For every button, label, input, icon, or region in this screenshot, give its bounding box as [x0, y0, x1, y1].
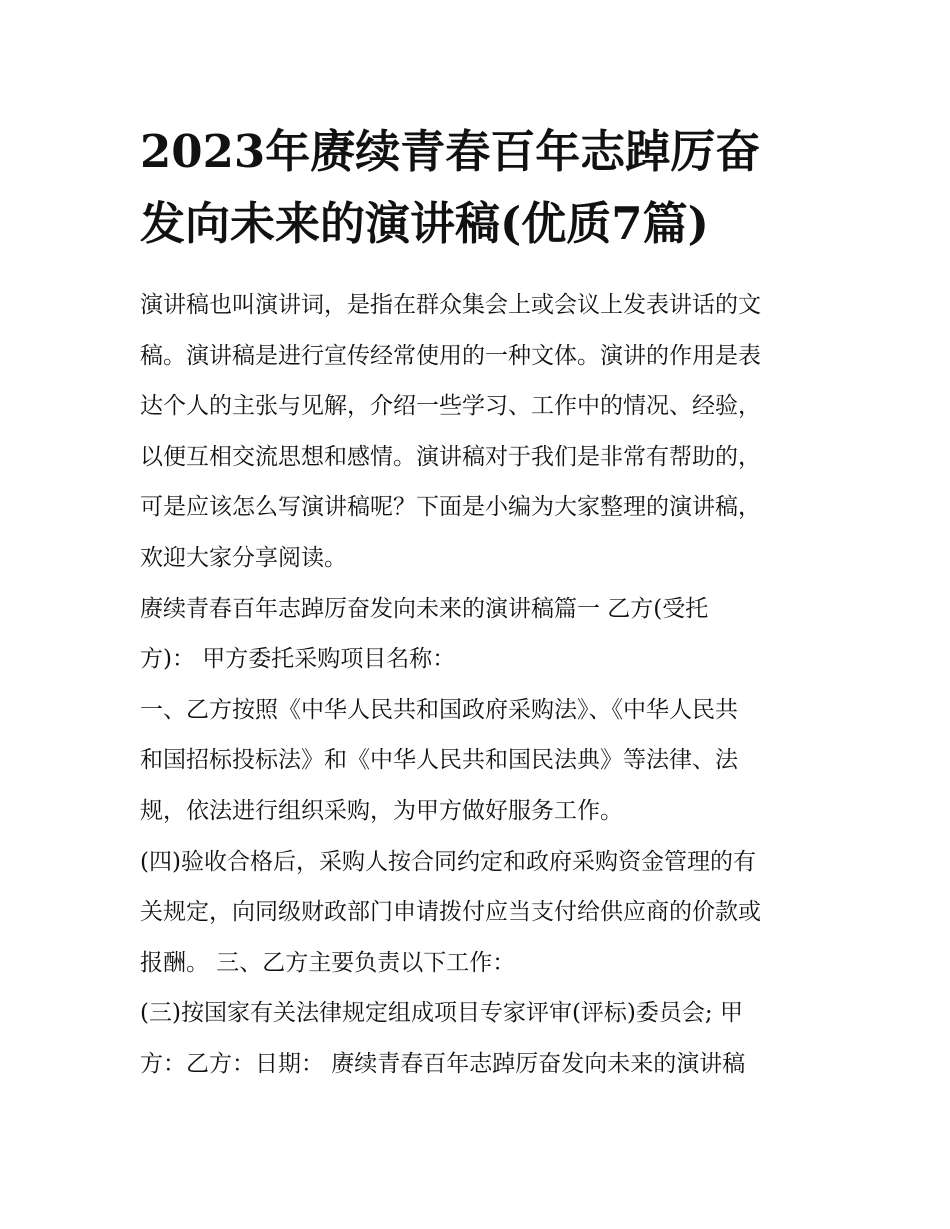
body-line: 关规定，向同级财政部门申请拨付应当支付给供应商的价款或: [140, 899, 761, 926]
body-line: 和国招标投标法》和《中华人民共和国民法典》等法律、法: [140, 747, 738, 774]
body-line: 达个人的主张与见解，介绍一些学习、工作中的情况、经验，: [140, 393, 761, 420]
body-line: 欢迎大家分享阅读。: [140, 544, 347, 571]
body-line: (四)验收合格后，采购人按合同约定和政府采购资金管理的有: [140, 848, 756, 875]
body-line: 演讲稿也叫演讲词，是指在群众集会上或会议上发表讲话的文: [140, 292, 761, 318]
document-body: [140, 280, 820, 1090]
body-line: 以便互相交流思想和感情。演讲稿对于我们是非常有帮助的，: [140, 443, 761, 470]
title-line-1: 2023年赓续青春百年志踔厉奋: [140, 125, 761, 178]
body-line: 赓续青春百年志踔厉奋发向未来的演讲稿篇一 乙方(受托: [140, 595, 709, 622]
body-line: 方)： 甲方委托采购项目名称：: [140, 646, 456, 673]
body-line: 稿。演讲稿是进行宣传经常使用的一种文体。演讲的作用是表: [140, 342, 761, 369]
body-line: 方：乙方：日期： 赓续青春百年志踔厉奋发向未来的演讲稿: [140, 1050, 746, 1077]
body-line: 报酬。 三、乙方主要负责以下工作：: [140, 949, 516, 976]
body-line: (三)按国家有关法律规定组成项目专家评审(评标)委员会; 甲: [140, 1000, 743, 1027]
title-line-2: 发向未来的演讲稿(优质7篇): [140, 197, 709, 250]
document-title: [140, 116, 820, 260]
body-line: 规，依法进行组织采购，为甲方做好服务工作。: [140, 797, 623, 824]
body-line: 可是应该怎么写演讲稿呢？下面是小编为大家整理的演讲稿，: [140, 494, 761, 521]
body-line: 一、乙方按照《中华人民共和国政府采购法》、《中华人民共: [140, 696, 738, 723]
